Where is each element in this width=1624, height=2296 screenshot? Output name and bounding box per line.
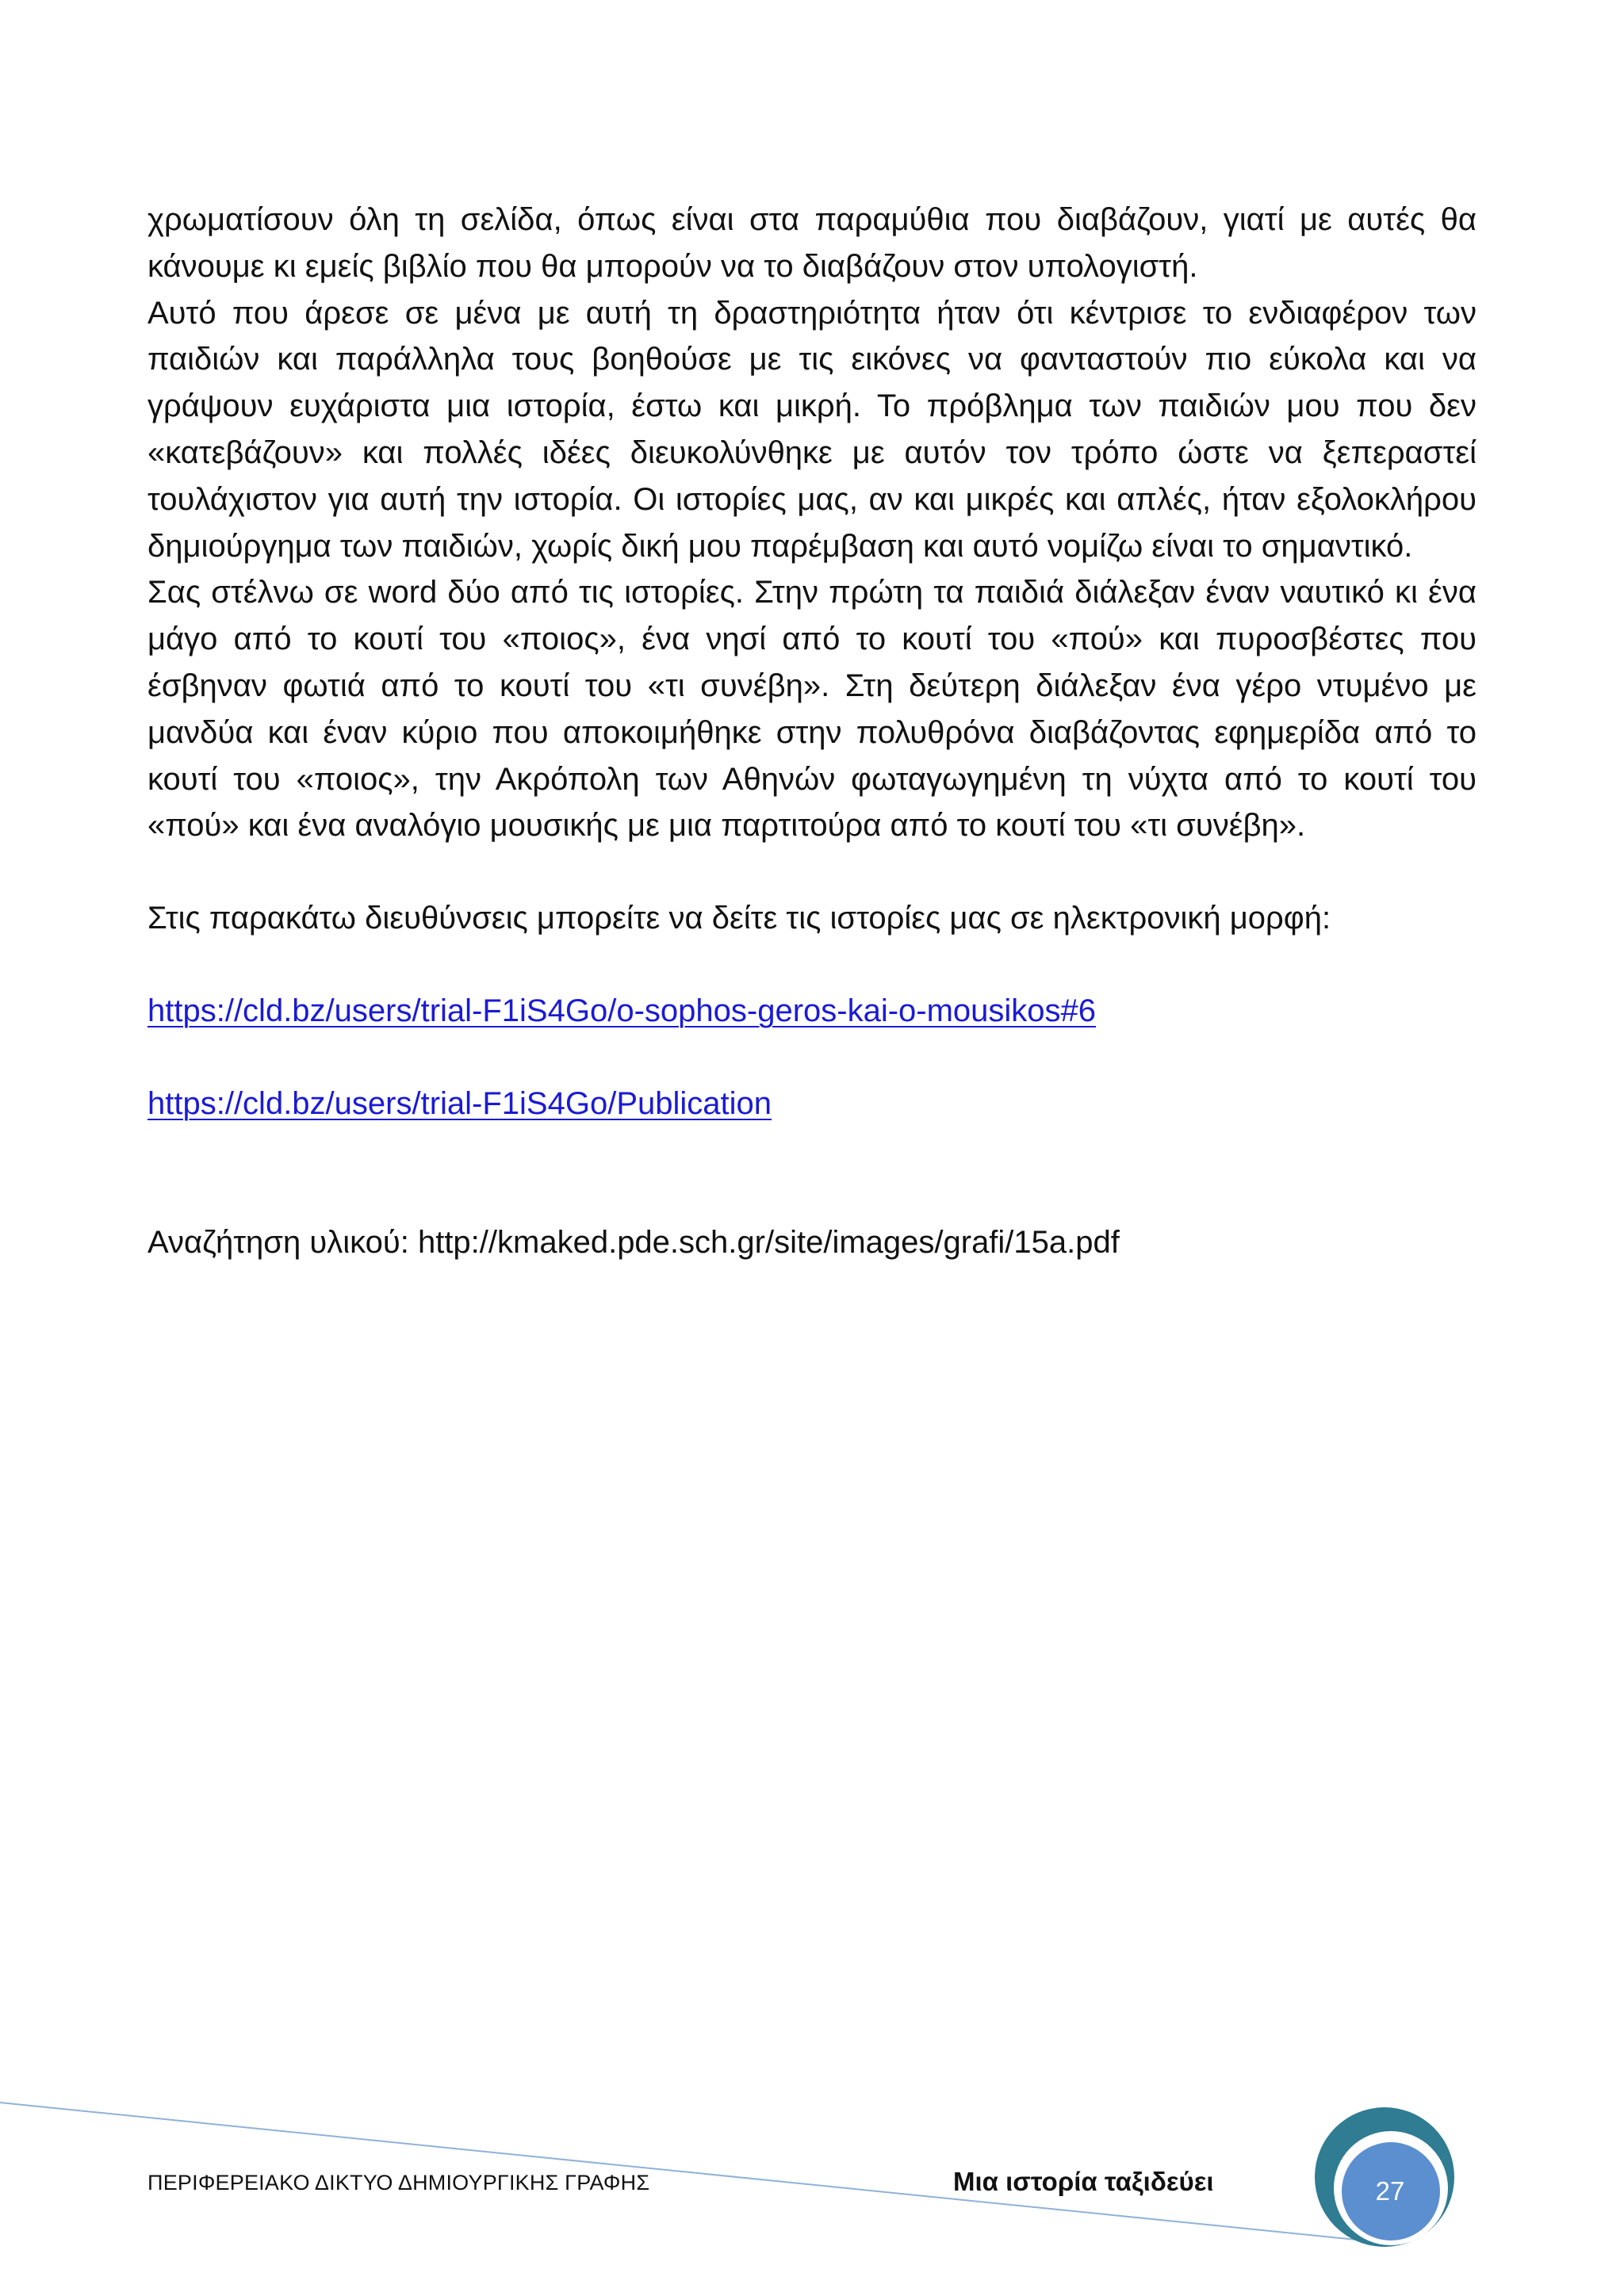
page-number: 27 bbox=[1375, 2176, 1405, 2206]
body-paragraph: Στις παρακάτω διευθύνσεις μπορείτε να δείτε τις ιστορίες μας σε ηλεκτρονική μορφή: bbox=[147, 901, 1331, 936]
footer-book-title: Μια ιστορία ταξιδεύει bbox=[953, 2167, 1214, 2196]
source-note: Αναζήτηση υλικού: http://kmaked.pde.sch.gr/site/images/grafi/15a.pdf bbox=[147, 1224, 1120, 1260]
story-link-2[interactable]: https://cld.bz/users/trial-F1iS4Go/Publication bbox=[147, 1085, 772, 1121]
body-paragraph: χρωματίσουν όλη τη σελίδα, όπως είναι στα παραμύθια που διαβάζουν, γιατί με αυτές θα κάνουμε κι εμείς βιβλίο που θα μπορούν να το διαβάζουν στον υπολογιστή. bbox=[147, 202, 1477, 284]
footer-network-name: ΠΕΡΙΦΕΡΕΙΑΚΟ ΔΙΚΤΥΟ ΔΗΜΙΟΥΡΓΙΚΗΣ ΓΡΑΦΗΣ bbox=[147, 2171, 650, 2195]
body-paragraph: Σας στέλνω σε word δύο από τις ιστορίες. Στην πρώτη τα παιδιά διάλεξαν έναν ναυτικό κι ένα μάγο από το κουτί του «ποιος», ένα νησί από το κουτί του «πού» και πυροσβέστες που έσβηναν φωτιά από το κουτί του «τι συνέβη». Στη δεύτερη διάλεξαν ένα γέρο ντυμένο με μανδύα και έναν κύριο που αποκοιμήθηκε στην πολυθρόνα διαβάζοντας εφημερίδα από το κουτί του «ποιος», την Ακρόπολη των Αθηνών φωταγωγημένη τη νύχτα από το κουτί του «πού» και ένα αναλόγιο μουσικής με μια παρτιτούρα από το κουτί του «τι συνέβη». bbox=[147, 575, 1477, 844]
story-link-1[interactable]: https://cld.bz/users/trial-F1iS4Go/o-sophos-geros-kai-o-mousikos#6 bbox=[147, 993, 1097, 1028]
body-paragraph: Αυτό που άρεσε σε μένα με αυτή τη δραστηριότητα ήταν ότι κέντρισε το ενδιαφέρον των παιδιών και παράλληλα τους βοηθούσε με τις εικόνες να φανταστούν πιο εύκολα και να γράψουν ευχάριστα μια ιστορία, έστω και μικρή. Το πρόβλημα των παιδιών μου που δεν «κατεβάζουν» και πολλές ιδέες διευκολύνθηκε με αυτόν τον τρόπο ώστε να ξεπεραστεί τουλάχιστον για αυτή την ιστορία. Οι ιστορίες μας, αν και μικρές και απλές, ήταν εξολοκλήρου δημιούργημα των παιδιών, χωρίς δική μου παρέμβαση και αυτό νομίζω είναι το σημαντικό. bbox=[147, 295, 1477, 564]
